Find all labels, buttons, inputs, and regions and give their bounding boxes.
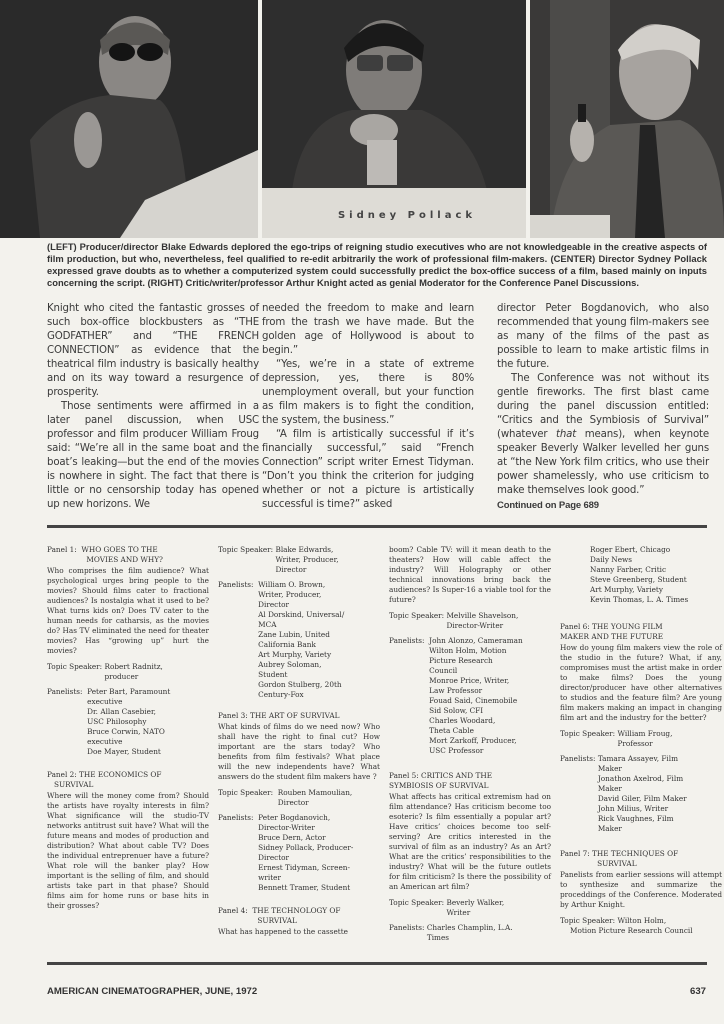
name-line: Art Murphy, Variety: [590, 585, 663, 594]
topic-speaker: Topic Speaker: Beverly Walker, Writer: [389, 898, 551, 918]
name-line: Maker: [597, 764, 622, 773]
name-line: Steve Greenberg, Student: [590, 575, 687, 584]
panelists: Panelists: Charles Champlin, L.A. Times: [389, 923, 551, 943]
name-line: Rouben Mamoulian,: [277, 788, 353, 797]
panel-description: Where will the money come from? Should the artists have royalty interests in film? What significance will the studio-TV networks antitrust suit have? What will the future means and modes of production and distribution? What about cable TV? Does the individual entreprenuer have a future? What role will the banker play? How important is the selling of film, and should artists take part in that phase? Should films aim for home runs or base hits in their grosses?: [47, 791, 209, 910]
panelist-list: [258, 813, 380, 893]
name-line: executive: [87, 737, 123, 746]
name-line: Aubrey Soloman,: [258, 660, 322, 669]
name-line: Professor: [617, 739, 653, 748]
article-paragraph: Those sentiments were affirmed in a later panel discussion, when USC professor and film producer William Froug said: “We’re all in the same boat and the boat’s leaking—but the end of the movies is nowhere in sight. The fact that there is little or no censorship today has opened up new horizons. We: [47, 401, 259, 510]
portrait-illustration-right: [530, 0, 724, 238]
name-line: MCA: [258, 620, 277, 629]
name-line: Al Dorskind, Universal/: [258, 610, 345, 619]
panelist-list: [87, 687, 209, 757]
section-divider: [47, 525, 707, 528]
article-paragraph: “Yes, we’re in a state of extreme depression, yes, there is 80% unemployment overall, but your function as film makers is to fight the condition, the system, the business.”: [262, 359, 474, 426]
name-line: Daily News: [590, 555, 633, 564]
panel-6: [560, 622, 722, 834]
name-line: Sidney Pollack, Producer-: [258, 843, 354, 852]
photo-caption: (LEFT) Producer/director Blake Edwards deplored the ego-trips of reigning studio executives who are not knowledgeable in the creative aspects of film production, but who, nevertheless, feel qualified to re-edit arbitrarily the work of professional film-makers. (CENTER) Director Sydney Pollack expressed grave doubts as to whether a computerized system could successfully predict the box-office success of a film, based mainly on inputs concerning the script. (RIGHT) Critic/writer/professor Arthur Knight acted as genial Moderator for the Conference Panel Discussions.: [47, 241, 707, 288]
article-column-2: [262, 302, 474, 512]
panel-title: Panel 3: THE ART OF SURVIVAL: [218, 711, 340, 720]
name-line: Writer, Producer,: [258, 590, 322, 599]
name-line: Writer: [446, 908, 471, 917]
topic-speaker: Topic Speaker: Wilton Holm,: [560, 916, 722, 926]
panel-description: boom? Cable TV: will it mean death to the theaters? How will cable affect the industry? Will Holography or other technical innovations bring back the audiences? Is Super-16 a viable tool for the future?: [389, 545, 551, 604]
name-line: Nanny Farber, Critic: [590, 565, 667, 574]
name-line: Council: [429, 666, 458, 675]
name-line: John Milius, Writer: [597, 804, 669, 813]
name-line: Zane Lubin, United: [258, 630, 330, 639]
name-line: California Bank: [258, 640, 316, 649]
name-line: Beverly Walker,: [446, 898, 505, 907]
article-paragraph: needed the freedom to make and learn from the trash we have made. But the golden age of Hollywood is about to begin.”: [262, 303, 474, 356]
panel-description: What kinds of films do we need now? Who shall have the right to final cut? How important are the stars today? Who benefits from film festivals? What place will the new independents have? What answers do the student film makers have ?: [218, 722, 380, 781]
name-line: William O. Brown,: [258, 580, 326, 589]
topic-speaker: Topic Speaker: Robert Radnitz, producer: [47, 662, 209, 682]
panelists: Panelists: John Alonzo, Cameraman Wilton Holm, Motion Picture Research Council Monroe Price, Writer, Law Professor Fouad Said, Cinemobile Sid Solow, CFI Charles Woodard, Theta Cable Mort Zarkoff, Producer, USC Professor: [389, 636, 551, 756]
photo-strip: [0, 0, 724, 238]
name-line: Wilton Holm,: [617, 916, 667, 925]
name-line: Law Professor: [429, 686, 483, 695]
speaker-name: [275, 545, 380, 575]
name-line: Dr. Allan Casebier,: [87, 707, 156, 716]
panel-description: What has happened to the cassette: [218, 927, 348, 936]
name-line: Art Murphy, Variety: [258, 650, 332, 659]
topic-speaker: Topic Speaker: Blake Edwards, Writer, Producer, Director: [218, 545, 380, 575]
speaker-name: [446, 898, 551, 918]
topic-speaker: Topic Speaker: Rouben Mamoulian, Director: [218, 788, 380, 808]
photo-left-blake-edwards: [0, 0, 258, 238]
panel-2: [47, 770, 209, 911]
name-line: Charles Woodard,: [429, 716, 496, 725]
name-line: USC Professor: [429, 746, 484, 755]
speaker-affiliation: Motion Picture Research Council: [570, 926, 693, 935]
panel-title: Panel 1: WHO GOES TO THE MOVIES AND WHY?: [47, 545, 163, 564]
name-line: Jonathon Axelrod, Film: [597, 774, 684, 783]
name-line: Director: [275, 565, 307, 574]
name-line: producer: [104, 672, 139, 681]
continued-link[interactable]: Continued on Page 689: [497, 500, 599, 511]
name-line: Roger Ebert, Chicago: [590, 545, 671, 554]
publication-info: AMERICAN CINEMATOGRAPHER, JUNE, 1972: [47, 986, 258, 997]
name-line: Director: [277, 798, 309, 807]
article-column-1: [47, 302, 259, 512]
panelist-list: [590, 545, 722, 605]
panelists: Panelists: Peter Bogdanovich, Director-Writer Bruce Dern, Actor Sidney Pollack, Producer- Director Ernest Tidyman, Screen- writer Bennett Tramer, Student: [218, 813, 380, 893]
panel-column-1: [47, 545, 209, 917]
topic-speaker: Topic Speaker: William Froug, Professor: [560, 729, 722, 749]
name-line: Peter Bogdanovich,: [258, 813, 331, 822]
name-line: Bruce Corwin, NATO: [87, 727, 165, 736]
footer-divider: [47, 962, 707, 965]
name-line: Doe Mayer, Student: [87, 747, 161, 756]
name-line: Mort Zarkoff, Producer,: [429, 736, 517, 745]
name-line: writer: [258, 873, 281, 882]
panel-description: How do young film makers view the role of the studio in the future? What, if any, compromises must the artist make in order to make films? Does the young director/producer have other alternatives to studios and the feature film? Are young film makers making an impact in changing film art and the industry for the better?: [560, 643, 722, 722]
name-line: Director: [258, 853, 290, 862]
name-line: Theta Cable: [429, 726, 474, 735]
speaker-name: [446, 611, 551, 631]
panel-title: Panel 4: THE TECHNOLOGY OF SURVIVAL: [218, 906, 341, 925]
panelist-list: [598, 754, 722, 834]
panelists: Panelists: Tamara Assayev, Film Maker Jonathon Axelrod, Film Maker David Giler, Film Maker John Milius, Writer Rick Vaughnes, Film Maker: [560, 754, 722, 834]
name-line: Rick Vaughnes, Film: [597, 814, 674, 823]
name-line: Blake Edwards,: [275, 545, 334, 554]
name-line: Director-Writer: [446, 621, 504, 630]
name-line: Picture Research: [429, 656, 493, 665]
name-line: Wilton Holm, Motion: [429, 646, 507, 655]
portrait-illustration-left: [0, 0, 258, 238]
name-line: Peter Bart, Paramount: [87, 687, 171, 696]
panelist-list: [429, 636, 551, 756]
emphasis-text: that: [556, 429, 577, 440]
portrait-illustration-center: [262, 0, 526, 238]
nameplate-text: Sidney Pollack: [337, 210, 477, 221]
name-line: Director-Writer: [258, 823, 315, 832]
panel-3: [218, 711, 380, 893]
speaker-name: [278, 788, 380, 808]
name-line: Student: [258, 670, 288, 679]
article-paragraph: Knight who cited the fantastic grosses of such box-office blockbusters as “THE GODFATHER” and “THE FRENCH CONNECTION” as evidence that the theatrical film industry is basically healthy and on its way toward a resurgence of prosperity.: [47, 303, 259, 398]
panel-column-3: [389, 545, 551, 948]
name-line: Century-Fox: [258, 690, 304, 699]
panelists-continued: [560, 545, 722, 605]
name-line: Monroe Price, Writer,: [429, 676, 510, 685]
name-line: Sid Solow, CFI: [429, 706, 484, 715]
name-line: USC Philosophy: [87, 717, 147, 726]
panel-column-4: [560, 545, 722, 936]
name-line: Tamara Assayev, Film: [597, 754, 679, 763]
panel-4: [218, 906, 380, 937]
photo-right-arthur-knight: [530, 0, 724, 238]
page-number: 637: [689, 986, 706, 997]
speaker-name: [104, 662, 209, 682]
panel-5: [389, 771, 551, 943]
name-line: Ernest Tidyman, Screen-: [258, 863, 350, 872]
panelist-list: [258, 580, 380, 700]
name-line: Gordon Stulberg, 20th: [258, 680, 342, 689]
name-line: John Alonzo, Cameraman: [429, 636, 523, 645]
name-line: Maker: [597, 784, 622, 793]
panel-7: [560, 849, 722, 936]
panel-title: Panel 2: THE ECONOMICS OF SURVIVAL: [47, 770, 162, 789]
name-line: Melville Shavelson,: [446, 611, 519, 620]
name-line: Director: [258, 600, 290, 609]
panel-description: What affects has critical extremism had on film attendance? Has criticism become too esoteric? Is film essentially a popular art? Have critics’ choices become too self-serving? Are critics interested in the survival of film as an industry? As an Art? What are the critics’ responsibilities to the industry? What will be the future outlets for film criticism? Is there the possibility of an American art film?: [389, 792, 551, 891]
photo-center-sydney-pollack: [262, 0, 526, 238]
name-line: Bruce Dern, Actor: [258, 833, 326, 842]
name-line: Bennett Tramer, Student: [258, 883, 351, 892]
name-line: Writer, Producer,: [275, 555, 339, 564]
name-line: David Giler, Film Maker: [597, 794, 687, 803]
name-line: Maker: [597, 824, 622, 833]
name-line: Charles Champlin, L.A.: [426, 923, 513, 932]
panel-description: Panelists from earlier sessions will attempt to synthesize and summarize the proceddings of the Conference. Moderated by Arthur Knight.: [560, 870, 722, 909]
panel-title: Panel 7: THE TECHNIQUES OF SURVIVAL: [560, 849, 679, 868]
name-line: Times: [426, 933, 450, 942]
panelists: Panelists: Peter Bart, Paramount executive Dr. Allan Casebier, USC Philosophy Bruce Corwin, NATO executive Doe Mayer, Student: [47, 687, 209, 757]
article-paragraph: “A film is artistically successful if it’s financially successful,” said “French Connection” script writer Ernest Tidyman. “Don’t you think the criterion for judging whether or not a picture is artistically successful is time?” asked: [262, 429, 474, 510]
panelist-list: [427, 923, 551, 943]
speaker-name: [617, 916, 722, 926]
name-line: executive: [87, 697, 123, 706]
panelists: Panelists: William O. Brown, Writer, Producer, Director Al Dorskind, Universal/ MCA Zane Lubin, United California Bank Art Murphy, Variety Aubrey Soloman, Student Gordon Stulberg, 20th Century-Fox: [218, 580, 380, 700]
article-column-3: [497, 302, 709, 513]
panel-title: Panel 6: THE YOUNG FILM MAKER AND THE FUTURE: [560, 622, 664, 641]
panel-title: Panel 5: CRITICS AND THE SYMBIOSIS OF SURVIVAL: [389, 771, 493, 790]
name-line: Fouad Said, Cinemobile: [429, 696, 518, 705]
name-line: Kevin Thomas, L. A. Times: [590, 595, 689, 604]
article-paragraph: director Peter Bogdanovich, who also recommended that young film-makers see as many of the films of the past as possible to learn to make artistic films in the future.: [497, 303, 709, 370]
topic-speaker: Topic Speaker: Melville Shavelson, Director-Writer: [389, 611, 551, 631]
name-line: Robert Radnitz,: [104, 662, 163, 671]
panel-description: Who comprises the film audience? What psychological urges bring people to the movies? Should films cater to fractional audiences? Is nostalgia what it used to be? What turns kids on? Does TV cater to the human needs for catharsis, as the movies do? Has TV eliminated the need for theater movies? Has “growing up” hurt the movies?: [47, 566, 209, 655]
article-paragraph: The Conference was not without its gentle fireworks. The first blast came during the panel discussion entitled: “Critics and the Symbiosis of Survival” (whatever that means), when keynote speaker Beverly Walker levelled her guns at “the New York film critics, who use their power shamelessly, who use criticism to make themselves look good.”: [497, 373, 709, 496]
panel-column-2: [218, 545, 380, 943]
panel-1: [47, 545, 209, 757]
speaker-name: [617, 729, 722, 749]
name-line: William Froug,: [617, 729, 673, 738]
